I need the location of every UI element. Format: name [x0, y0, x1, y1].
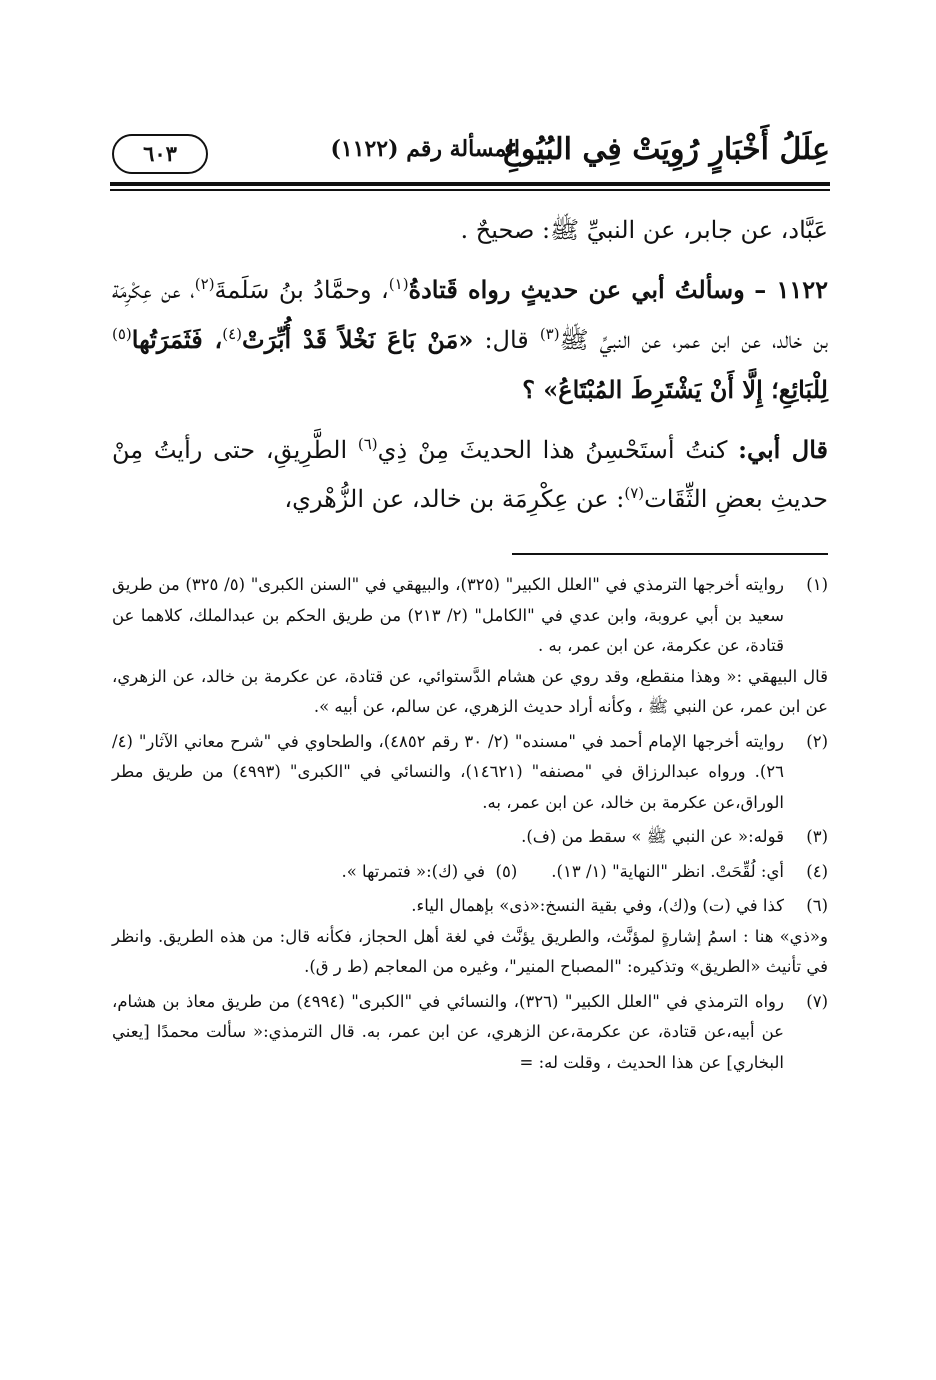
- book-title: عِلَلُ أَخْبَارٍ رُوِيَتْ فِي البُيُوعِ: [503, 132, 830, 167]
- main-text: [112, 206, 828, 524]
- footnote-mark: (٤): [806, 861, 828, 881]
- footnote-mark: (٦): [806, 896, 828, 915]
- footnote-text: روايته أخرجها الإمام أحمد في "مسنده" (٢/ ٣٠ رقم ٤٨٥٢)، والطحاوي في "شرح معاني الآثار" (٤/ ٢٦). ورواه عبدالرزاق في "مصنفه" (١٤٦٢١)، والنسائي في "الكبرى" (٤٩٩٣) من طريق مطر الوراق،عن عكرمة بن خالد، عن ابن عمر، به.: [112, 731, 785, 812]
- answer-text-1: كنتُ أستَحْسِنُ هذا الحديثَ مِنْ ذِي: [377, 436, 739, 464]
- footnote-2: [112, 727, 828, 819]
- footnote-mark: (٥): [495, 861, 518, 881]
- footnote-mark: (٣): [806, 827, 828, 846]
- page-number: ٦٠٣: [112, 134, 208, 174]
- footnote-4-5: [112, 857, 828, 888]
- footnote-text: أي: لُقِّحَتْ. انظر "النهاية" (١/ ١٣).: [551, 861, 784, 881]
- footnote-text: قال البيهقي :« وهذا منقطع، وقد روي عن هشام الدَّستوائي، عن قتادة، عن عكرمة بن خالد، عن الزهري، عن ابن عمر، عن النبي ﷺ ، وكأنه أراد حديث الزهري، عن سالم، عن أبيه ».: [112, 666, 828, 716]
- footnote-mark: (٢): [806, 731, 828, 751]
- hadith-text-1: «مَنْ بَاعَ نَخْلاً قَدْ أُبِّرَتْ: [242, 325, 474, 354]
- header-rule-thick: [110, 182, 830, 186]
- continued-line: عَبَّاد، عن جابر، عن النبيِّ ﷺ: صحيحٌ .: [460, 216, 828, 244]
- footnote-ref-5: (٥): [112, 325, 132, 343]
- footnote-text: كذا في (ت) و(ك)، وفي بقية النسخ:«ذى» بإهمال الياء.: [411, 896, 784, 915]
- answer-speaker: قال أبي:: [738, 435, 829, 464]
- issue-number: ١١٢٢ –: [754, 275, 829, 304]
- footnote-text: قوله:« عن النبي ﷺ » سقط من (ف).: [521, 827, 784, 846]
- footnote-ref-3: (٣): [539, 325, 560, 343]
- footnote-6: [112, 891, 828, 983]
- hadith-text-2: ، فَثَمَرَتُها: [131, 325, 223, 354]
- footnote-text: في (ك):« فتمرتها ».: [341, 861, 486, 881]
- footnote-ref-6: (٦): [357, 435, 378, 453]
- header-rule-thin: [110, 189, 830, 191]
- footnote-text: و«ذي» هنا : اسمُ إشارةٍ لمؤنَّث، والطريق يؤنَّث في لغة أهل الحجاز، فكأنه قال: من هذه الطريق. وانظر في تأنيث «الطريق» وتذكيره: "المصباح المنير"، وغيره من المعاجم (ط ر ق).: [112, 926, 828, 976]
- issue-paragraph: [112, 265, 828, 415]
- footnote-1: [112, 570, 828, 723]
- question-text-2: ، وحمَّادُ بنُ سَلَمةَ: [214, 276, 389, 304]
- footnote-ref-7: (٧): [624, 484, 645, 502]
- answer-text-3: : عن عِكْرِمَة بن خالد، عن الزُّهْري،: [284, 485, 625, 513]
- running-header: [110, 128, 830, 180]
- footnote-separator: [512, 553, 828, 555]
- hadith-text-3: لِلْبَائِعِ؛ إِلَّا أَنْ يَشْتَرِطَ المُبْتَاعُ» ؟: [522, 375, 828, 404]
- answer-text-2: الطَّرِيقِ، حتى رأيتُ مِنْ حديثِ بعضِ الثِّقَات: [112, 436, 828, 513]
- footnote-mark: (٧): [806, 991, 828, 1011]
- answer-paragraph: [112, 425, 828, 524]
- footnote-ref-1: (١): [388, 275, 409, 293]
- footnotes: [112, 570, 828, 1082]
- footnote-ref-2: (٢): [194, 275, 215, 293]
- footnote-3: [112, 822, 828, 853]
- question-opening: وسألتُ أبي عن حديثٍ رواه قَتادةُ: [408, 275, 745, 304]
- footnote-ref-4: (٤): [222, 325, 242, 343]
- footnote-text: روايته أخرجها الترمذي في "العلل الكبير" (٣٢٥)، والبيهقي في "السنن الكبرى" (٥/ ٣٢٥) من طريق سعيد بن أبي عروبة، وابن عدي في "الكامل" (٢/ ٢١٣) من طريق الحكم بن عبدالملك، كلاهما عن قتادة، عن عكرمة، عن ابن عمر، به .: [112, 575, 785, 655]
- question-text-3: ، عن عِكْرِمَة بن خالد، عن ابن عمر، عن النبيِّ ﷺ: [112, 276, 829, 354]
- footnote-7: [112, 987, 828, 1079]
- footnote-text: رواه الترمذي في "العلل الكبير" (٣٢٦)، والنسائي في "الكبرى" (٤٩٩٤) من طريق معاذ بن هشام، عن أبيه،عن قتادة، عن عكرمة،عن الزهري، عن ابن عمر، به. قال الترمذي:« سألت محمدًا [يعني البخاري] عن هذا الحديث ، وقلت له: =: [112, 991, 784, 1072]
- question-text-4: قال:: [484, 326, 540, 354]
- footnote-mark: (١): [806, 575, 828, 594]
- issue-label: المسألة رقم (١١٢٢): [330, 136, 520, 162]
